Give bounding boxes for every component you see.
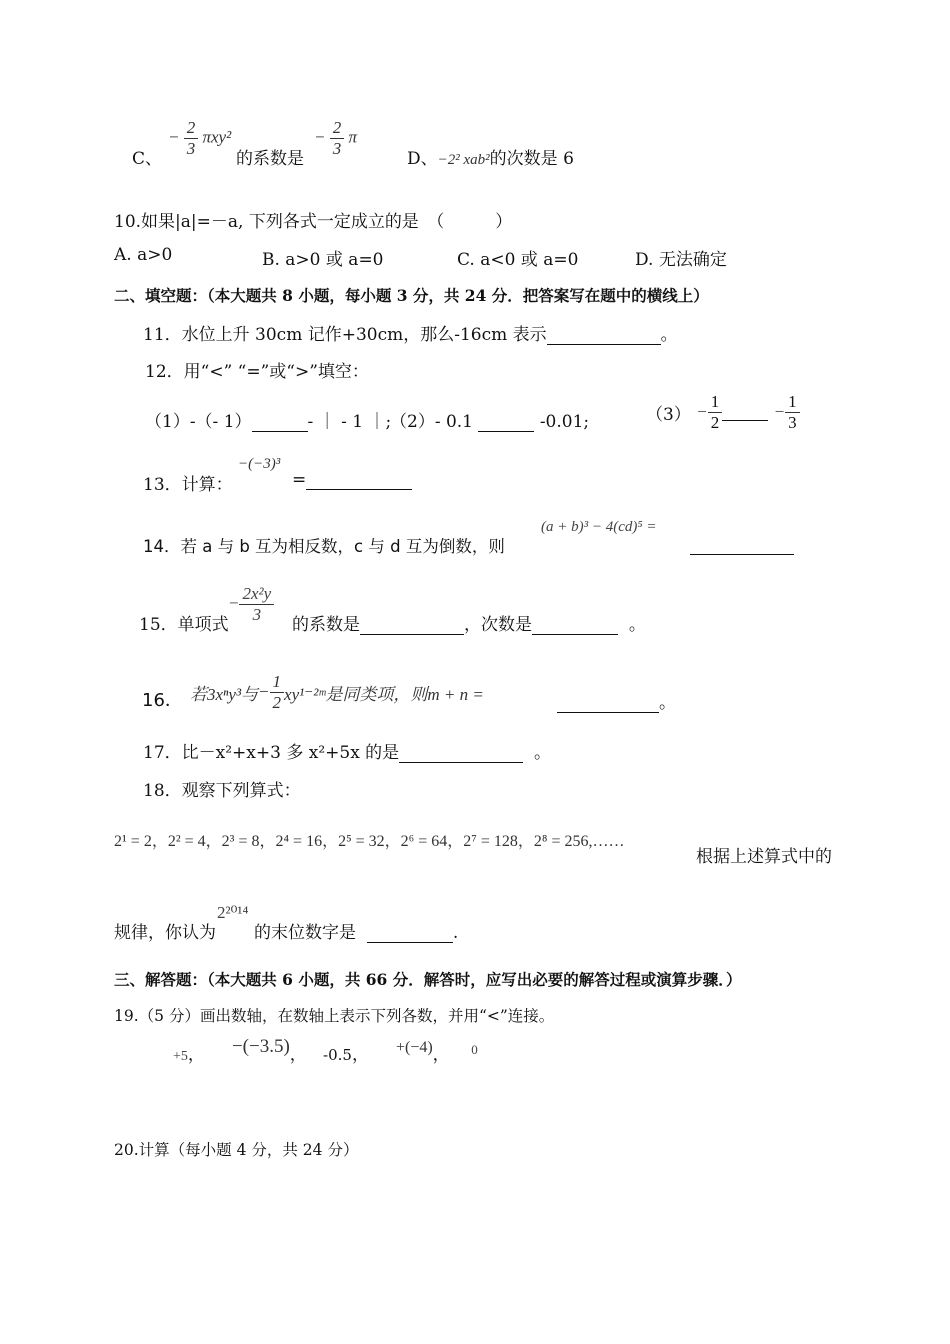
q9-c-coef-num: 2 bbox=[330, 118, 345, 139]
q9-option-d bbox=[407, 144, 574, 169]
q12-part2 bbox=[390, 407, 589, 432]
q16-frac-den: 2 bbox=[272, 693, 282, 712]
q15-t2: ，次数是 bbox=[464, 615, 532, 635]
q18-tail: 根据上述算式中的 bbox=[696, 847, 832, 867]
q11-blank[interactable] bbox=[547, 328, 661, 345]
q12-frac2-num: 1 bbox=[785, 392, 800, 413]
q9-option-c bbox=[132, 126, 162, 169]
q19-stem: 19.（5 分）画出数轴，在数轴上表示下列各数，并用“<”连接。 bbox=[114, 1007, 555, 1025]
q9-c-label: C、 bbox=[132, 149, 163, 169]
q12-p3-blank[interactable] bbox=[722, 404, 768, 421]
q12-p3-frac1 bbox=[708, 392, 723, 433]
q19-values bbox=[173, 1036, 478, 1066]
section-2-title: 二、填空题：（本大题共 8 小题，每小题 3 分，共 24 分．把答案写在题中的横线上） bbox=[114, 286, 709, 305]
q16-answer bbox=[557, 688, 676, 713]
q18-blank[interactable] bbox=[367, 926, 453, 943]
q9-c-tail: πxy² bbox=[202, 127, 232, 147]
q12-p1-text: （1）-（- 1） bbox=[145, 412, 252, 432]
q12-frac2-den: 3 bbox=[788, 413, 797, 432]
q19-sep2: ， bbox=[289, 1045, 307, 1065]
q13-answer bbox=[292, 470, 412, 490]
q12-p1-blank[interactable] bbox=[252, 415, 308, 432]
q16-t1: 若3xⁿy³与 bbox=[190, 685, 259, 704]
q9-c-text: 的系数是 bbox=[236, 149, 304, 169]
q15-label: 15．单项式 bbox=[139, 615, 229, 635]
q15-frac-num: 2x²y bbox=[239, 584, 274, 605]
q9-c-coef-tail: π bbox=[348, 127, 358, 147]
q18-series: 2¹ = 2，2² = 4，2³ = 8，2⁴ = 16，2⁵ = 32，2⁶ = 64，2⁷ = 128，2⁸ = 256,…… bbox=[114, 833, 625, 850]
q18-line2a: 规律，你认为 bbox=[114, 923, 216, 943]
q13-label: 13．计算： bbox=[143, 475, 233, 495]
q12-p3-label: （3） bbox=[646, 405, 691, 425]
q16-expr: 若3xⁿy³与− $\frac{1}{2}$ xy¹⁻²ᵐ是同类项，则m + n = bbox=[190, 672, 484, 712]
q9-c-expression bbox=[168, 118, 231, 159]
q15-answer bbox=[292, 610, 646, 635]
q20-stem: 20.计算（每小题 4 分，共 24 分） bbox=[114, 1141, 359, 1159]
q16-blank[interactable] bbox=[557, 696, 659, 713]
q18-stem: 18．观察下列算式： bbox=[143, 781, 301, 801]
q12-p1-right: - ｜ - 1 ｜; bbox=[307, 412, 392, 432]
q14-answer bbox=[690, 535, 794, 555]
q18-end: . bbox=[452, 923, 459, 943]
q18-power: 2²⁰¹⁴ bbox=[217, 903, 249, 922]
q19-v5: 0 bbox=[471, 1042, 478, 1057]
section-3-title: 三、解答题：（本大题共 6 小题，共 66 分．解答时，应写出必要的解答过程或演算步骤．） bbox=[114, 970, 742, 989]
q17 bbox=[143, 738, 551, 763]
q12-p2-right: -0.01; bbox=[539, 412, 590, 432]
q16-frac-num: 1 bbox=[270, 672, 285, 693]
q16-fraction bbox=[270, 672, 285, 713]
q10-option-a: A. a>0 bbox=[114, 245, 173, 265]
q15-t1: 的系数是 bbox=[292, 615, 360, 635]
q19-sep4: ， bbox=[432, 1045, 450, 1065]
q12-frac1-den: 2 bbox=[710, 413, 720, 432]
q19-v3: -0.5 bbox=[323, 1046, 352, 1064]
q18-answer bbox=[254, 918, 458, 943]
q13-blank[interactable] bbox=[306, 473, 412, 490]
q15-frac-den: 3 bbox=[252, 605, 262, 624]
q9-c-fraction bbox=[184, 118, 199, 159]
q18-line2 bbox=[114, 918, 216, 943]
q12-p2-blank[interactable] bbox=[478, 415, 534, 432]
q15-blank-coef[interactable] bbox=[360, 618, 464, 635]
q9-d-expr: −2² xab² bbox=[437, 152, 490, 168]
q19-sep3: ， bbox=[351, 1045, 369, 1065]
q10-option-d: D. 无法确定 bbox=[635, 250, 727, 270]
q12-p3-frac2 bbox=[785, 392, 800, 433]
q14-expr: (a + b)³ − 4(cd)⁵ = bbox=[541, 519, 657, 535]
q16-t2: xy¹⁻²ᵐ是同类项，则m + n = bbox=[284, 685, 484, 704]
q12-frac1-num: 1 bbox=[708, 392, 723, 413]
q9-c-sign: − bbox=[168, 127, 180, 147]
q10-stem: 10.如果|a|=－a, 下列各式一定成立的是 （ ） bbox=[114, 212, 513, 232]
q9-c-coef: − $\frac{2}{3}$ π bbox=[314, 118, 358, 158]
q17-end: 。 bbox=[534, 743, 551, 763]
q12-p2-text: （2）- 0.1 bbox=[390, 412, 473, 432]
q14-blank[interactable] bbox=[690, 538, 794, 555]
q19-v4: +(−4) bbox=[395, 1039, 433, 1056]
q9-c-coef-fraction bbox=[330, 118, 345, 159]
q9-d-text: 的次数是 6 bbox=[489, 149, 574, 169]
q10-option-c: C. a<0 或 a=0 bbox=[457, 250, 579, 270]
q16-num: 16． bbox=[142, 690, 183, 711]
q15-expr: − $\frac{\text{2x²y}}{3}$ bbox=[228, 584, 274, 625]
q19-v2: −(−3.5) bbox=[231, 1036, 290, 1057]
q11-text: 11．水位上升 30cm 记作+30cm，那么-16cm 表示 bbox=[143, 325, 547, 345]
q9-c-coef-den: 3 bbox=[332, 139, 342, 158]
q17-text: 17．比－x²+x+3 多 x²+5x 的是 bbox=[143, 743, 400, 763]
q12-part1 bbox=[145, 407, 391, 432]
q11 bbox=[143, 320, 678, 345]
q18-line2b: 的末位数字是 bbox=[254, 923, 356, 943]
q9-c-den: 3 bbox=[186, 139, 196, 158]
q15-fraction bbox=[239, 584, 274, 625]
q16-end: 。 bbox=[659, 693, 676, 713]
q9-c-num: 2 bbox=[184, 118, 199, 139]
q19-sep1: ， bbox=[187, 1045, 205, 1065]
q13-expr: −(−3)³ bbox=[238, 456, 281, 472]
q15-end: 。 bbox=[628, 615, 646, 635]
q19-v1: +5 bbox=[173, 1049, 188, 1064]
q14-text: 14．若 a 与 b 互为相反数，c 与 d 互为倒数，则 bbox=[143, 537, 505, 556]
q13-eq: = bbox=[292, 470, 307, 490]
q11-end: 。 bbox=[660, 325, 678, 345]
q15-blank-degree[interactable] bbox=[532, 618, 618, 635]
q9-d-label: D、 bbox=[407, 149, 438, 169]
q12-part3: （3） − $\frac{1}{2}$ − $\frac{1}{3}$ bbox=[646, 392, 800, 433]
q10-option-b: B. a>0 或 a=0 bbox=[262, 250, 384, 270]
q12-stem: 12．用“<” “=”或“>”填空： bbox=[145, 362, 369, 382]
q17-blank[interactable] bbox=[399, 746, 523, 763]
